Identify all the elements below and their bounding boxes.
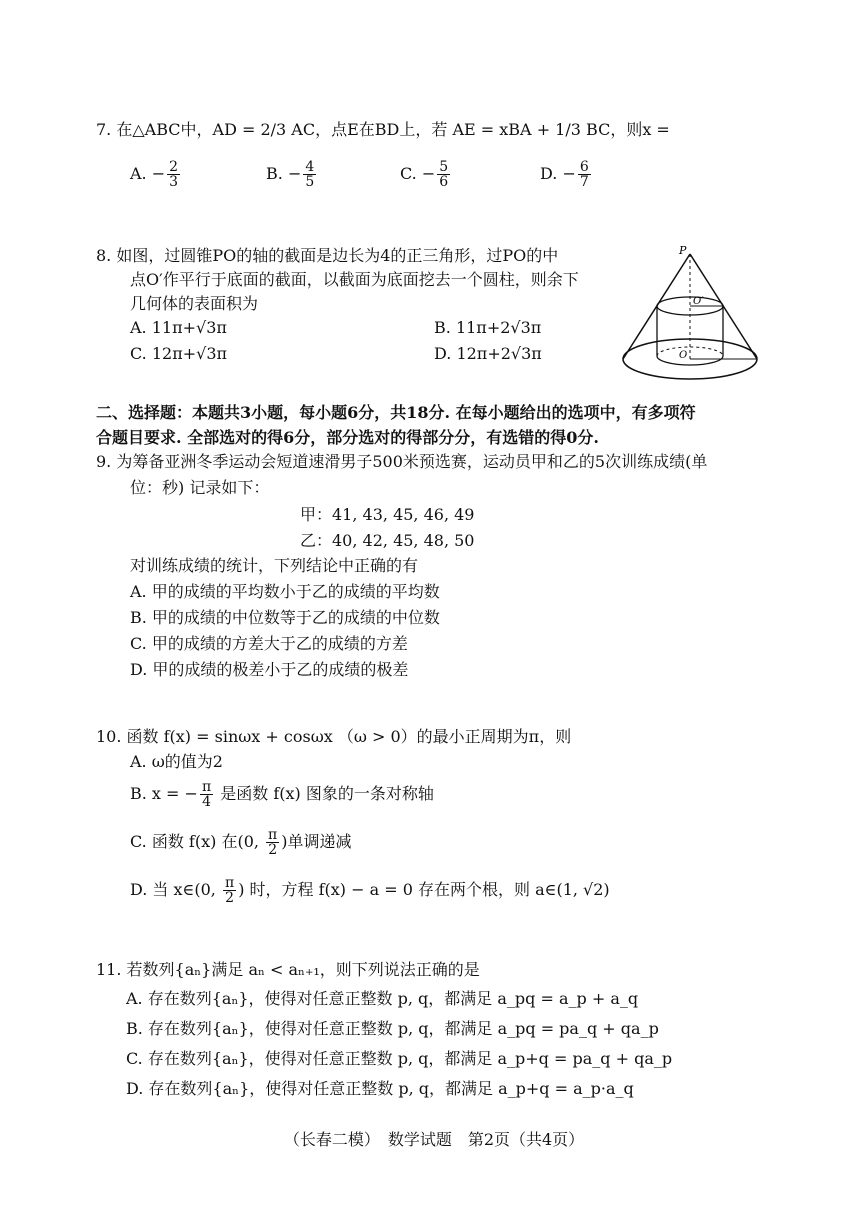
q10-option-b: B. x = − $\frac{\pi}{4}$ 是函数 f(x) 图象的一条对称轴	[130, 779, 434, 810]
q7-option-a: A. − $\frac{2}{3}$	[130, 159, 179, 190]
label-p: P	[679, 244, 687, 257]
q10-option-a: A. ω的值为2	[130, 752, 223, 771]
q9-yi-scores: 乙：40, 42, 45, 48, 50	[300, 531, 475, 550]
section2-line-1: 二、选择题：本题共3小题，每小题6分，共18分. 在每小题给出的选项中，有多项符	[96, 403, 696, 422]
q9-option-c: C. 甲的成绩的方差大于乙的成绩的方差	[130, 634, 408, 653]
q9-jia-scores: 甲：41, 43, 45, 46, 49	[300, 505, 475, 524]
q9-option-a: A. 甲的成绩的平均数小于乙的成绩的平均数	[130, 582, 440, 601]
q7-stem: 7. 在△ABC中，AD = 2/3 AC，点E在BD上，若 AE = xBA + 1/3 BC，则x =	[96, 120, 670, 139]
cone-cylinder-figure	[615, 244, 765, 389]
q9-option-b: B. 甲的成绩的中位数等于乙的成绩的中位数	[130, 608, 440, 627]
q8-option-a: A. 11π+√3π	[130, 318, 227, 337]
q7-option-c: C. − $\frac{5}{6}$	[400, 159, 449, 190]
q9-line-1: 9. 为筹备亚洲冬季运动会短道速滑男子500米预选赛，运动员甲和乙的5次训练成绩(单	[96, 452, 708, 471]
page-footer: （长春二模） 数学试题 第2页（共4页）	[283, 1130, 585, 1149]
q7-option-d: D. − $\frac{6}{7}$	[540, 159, 589, 190]
q9-prompt: 对训练成绩的统计，下列结论中正确的有	[130, 556, 419, 575]
q8-option-d: D. 12π+2√3π	[434, 344, 542, 363]
q11-option-d: D. 存在数列{aₙ}，使得对任意正整数 p, q，都满足 a_p+q = a_p·a_q	[126, 1079, 634, 1098]
label-o: O	[679, 350, 688, 361]
q11-option-c: C. 存在数列{aₙ}，使得对任意正整数 p, q，都满足 a_p+q = pa_q + qa_p	[126, 1049, 673, 1068]
q8-option-b: B. 11π+2√3π	[434, 318, 542, 337]
q8-line-1: 8. 如图，过圆锥PO的轴的截面是边长为4的正三角形，过PO的中	[96, 246, 559, 265]
label-o-prime: O′	[693, 296, 704, 307]
q9-line-2: 位：秒) 记录如下：	[130, 478, 270, 497]
q10-option-c: C. 函数 f(x) 在(0, $\frac{\pi}{2}$ )单调递减	[130, 827, 352, 858]
q11-option-a: A. 存在数列{aₙ}，使得对任意正整数 p, q，都满足 a_pq = a_p + a_q	[126, 989, 639, 1008]
section2-line-2: 合题目要求. 全部选对的得6分，部分选对的得部分分，有选错的得0分.	[96, 428, 599, 447]
q10-stem: 10. 函数 f(x) = sinωx + cosωx （ω > 0）的最小正周期为π，则	[96, 727, 572, 746]
q11-option-b: B. 存在数列{aₙ}，使得对任意正整数 p, q，都满足 a_pq = pa_q + qa_p	[126, 1019, 659, 1038]
q10-option-d: D. 当 x∈(0, $\frac{\pi}{2}$ ) 时，方程 f(x) − a = 0 存在两个根，则 a∈(1, √2)	[130, 875, 610, 906]
q9-option-d: D. 甲的成绩的极差小于乙的成绩的极差	[130, 660, 409, 679]
q8-line-2: 点O′作平行于底面的截面，以截面为底面挖去一个圆柱，则余下	[130, 270, 579, 289]
q8-option-c: C. 12π+√3π	[130, 344, 228, 363]
q8-line-3: 几何体的表面积为	[130, 294, 259, 313]
q7-option-b: B. − $\frac{4}{5}$	[266, 159, 315, 190]
q11-stem: 11. 若数列{aₙ}满足 aₙ < aₙ₊₁，则下列说法正确的是	[96, 960, 480, 979]
